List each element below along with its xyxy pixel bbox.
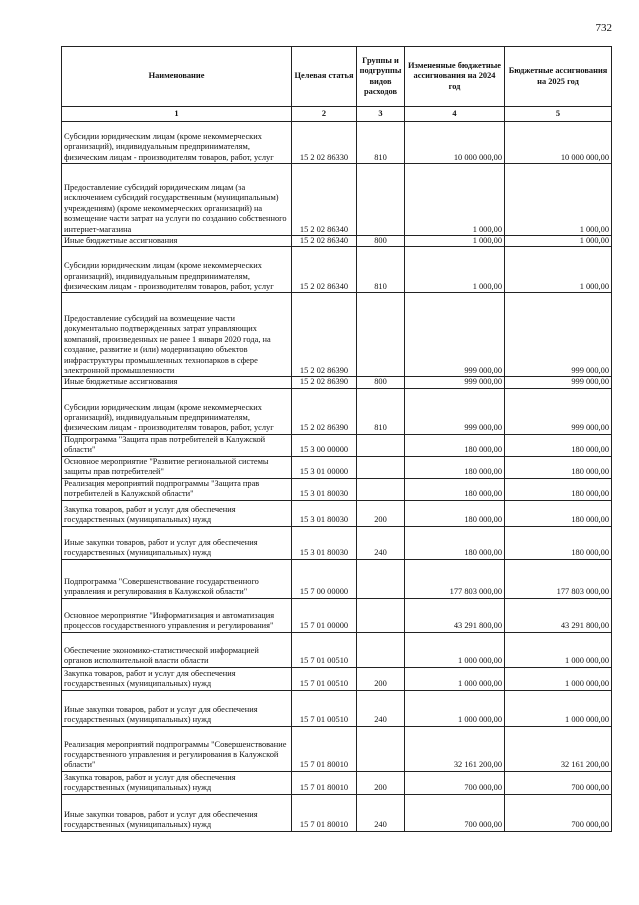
table-row <box>62 164 612 236</box>
page-number: 732 <box>595 22 612 34</box>
row-group <box>357 726 405 771</box>
row-name: Основное мероприятие "Информатизация и автоматизация процессов государственного управления и регулирования" <box>62 598 292 632</box>
row-amount-2024: 700 000,00 <box>405 771 505 794</box>
row-name: Субсидии юридическим лицам (кроме некоммерческих организаций), индивидуальным предпринимателям, физическим лицам - производителям товаров, работ, услуг <box>62 122 292 164</box>
row-amount-2024: 180 000,00 <box>405 456 505 478</box>
table-row <box>62 388 612 434</box>
col-number: 1 <box>62 107 292 122</box>
row-group: 810 <box>357 122 405 164</box>
row-name: Обеспечение экономико-статистической информацией органов исполнительной власти области <box>62 632 292 667</box>
row-amount-2024: 177 803 000,00 <box>405 559 505 598</box>
row-amount-2025: 700 000,00 <box>505 794 612 831</box>
row-amount-2024: 180 000,00 <box>405 478 505 500</box>
row-amount-2024: 180 000,00 <box>405 500 505 526</box>
row-group <box>357 598 405 632</box>
row-group: 240 <box>357 690 405 726</box>
table-row <box>62 794 612 831</box>
row-group <box>357 456 405 478</box>
row-amount-2025: 177 803 000,00 <box>505 559 612 598</box>
row-target-code: 15 7 00 00000 <box>292 559 357 598</box>
row-group: 240 <box>357 794 405 831</box>
row-name: Реализация мероприятий подпрограммы "Совершенствование государственного управления и регулирования в Калужской области" <box>62 726 292 771</box>
col-header-target: Целевая статья <box>292 47 357 107</box>
row-group: 810 <box>357 388 405 434</box>
table-row <box>62 632 612 667</box>
table-row <box>62 726 612 771</box>
row-group <box>357 164 405 236</box>
row-amount-2024: 999 000,00 <box>405 377 505 388</box>
row-group: 200 <box>357 500 405 526</box>
row-amount-2025: 10 000 000,00 <box>505 122 612 164</box>
table-row <box>62 122 612 164</box>
row-name: Закупка товаров, работ и услуг для обеспечения государственных (муниципальных) нужд <box>62 500 292 526</box>
row-name: Субсидии юридическим лицам (кроме некоммерческих организаций), индивидуальным предпринимателям, физическим лицам - производителям товаров, работ, услуг <box>62 388 292 434</box>
column-number-row <box>62 107 612 122</box>
row-amount-2025: 1 000 000,00 <box>505 690 612 726</box>
row-group <box>357 293 405 377</box>
row-group <box>357 559 405 598</box>
row-amount-2025: 180 000,00 <box>505 526 612 559</box>
row-amount-2024: 1 000 000,00 <box>405 667 505 690</box>
row-amount-2024: 1 000 000,00 <box>405 632 505 667</box>
row-amount-2025: 32 161 200,00 <box>505 726 612 771</box>
row-name: Реализация мероприятий подпрограммы "Защита прав потребителей в Калужской области" <box>62 478 292 500</box>
row-target-code: 15 7 01 00510 <box>292 632 357 667</box>
row-group: 800 <box>357 377 405 388</box>
col-number: 5 <box>505 107 612 122</box>
row-group: 200 <box>357 667 405 690</box>
table-row <box>62 434 612 456</box>
col-header-2024: Измененные бюджетные ассигнования на 2024 год <box>405 47 505 107</box>
row-name: Субсидии юридическим лицам (кроме некоммерческих организаций), индивидуальным предпринимателям, физическим лицам - производителям товаров, работ, услуг <box>62 247 292 293</box>
table-row <box>62 293 612 377</box>
row-amount-2025: 700 000,00 <box>505 771 612 794</box>
row-target-code: 15 7 01 80010 <box>292 771 357 794</box>
row-amount-2024: 999 000,00 <box>405 293 505 377</box>
table-row <box>62 526 612 559</box>
row-group: 200 <box>357 771 405 794</box>
row-amount-2025: 180 000,00 <box>505 434 612 456</box>
row-amount-2025: 43 291 800,00 <box>505 598 612 632</box>
row-target-code: 15 2 02 86340 <box>292 236 357 247</box>
budget-table <box>61 46 612 832</box>
row-amount-2025: 999 000,00 <box>505 377 612 388</box>
row-amount-2024: 1 000 000,00 <box>405 690 505 726</box>
row-target-code: 15 7 01 80010 <box>292 726 357 771</box>
table-row <box>62 559 612 598</box>
row-amount-2024: 1 000,00 <box>405 247 505 293</box>
row-amount-2025: 1 000,00 <box>505 247 612 293</box>
row-target-code: 15 3 01 80030 <box>292 500 357 526</box>
row-target-code: 15 2 02 86390 <box>292 388 357 434</box>
col-header-group: Группы и подгруппы видов расходов <box>357 47 405 107</box>
row-name: Иные закупки товаров, работ и услуг для обеспечения государственных (муниципальных) нужд <box>62 690 292 726</box>
row-target-code: 15 2 02 86330 <box>292 122 357 164</box>
row-target-code: 15 2 02 86390 <box>292 377 357 388</box>
table-row <box>62 690 612 726</box>
table-row <box>62 377 612 388</box>
row-amount-2025: 180 000,00 <box>505 500 612 526</box>
row-amount-2024: 180 000,00 <box>405 434 505 456</box>
row-amount-2024: 1 000,00 <box>405 236 505 247</box>
row-name: Предоставление субсидий на возмещение части документально подтвержденных затрат управляющих компаний, произведенных не ранее 1 января 2020 года, на создание, развитие и (или) модернизацию объектов инфраструктуры промышленных технопарков в сфере электронной промышленности <box>62 293 292 377</box>
col-number: 4 <box>405 107 505 122</box>
row-amount-2025: 999 000,00 <box>505 388 612 434</box>
row-amount-2025: 999 000,00 <box>505 293 612 377</box>
row-amount-2025: 1 000 000,00 <box>505 632 612 667</box>
row-target-code: 15 3 01 00000 <box>292 456 357 478</box>
row-amount-2025: 1 000,00 <box>505 236 612 247</box>
row-name: Иные бюджетные ассигнования <box>62 236 292 247</box>
row-amount-2025: 180 000,00 <box>505 478 612 500</box>
row-target-code: 15 7 01 80010 <box>292 794 357 831</box>
table-row <box>62 236 612 247</box>
table-row <box>62 598 612 632</box>
table-row <box>62 478 612 500</box>
row-target-code: 15 2 02 86340 <box>292 247 357 293</box>
row-amount-2024: 32 161 200,00 <box>405 726 505 771</box>
row-name: Подпрограмма "Совершенствование государственного управления и регулирования в Калужской области" <box>62 559 292 598</box>
row-amount-2024: 180 000,00 <box>405 526 505 559</box>
row-amount-2025: 180 000,00 <box>505 456 612 478</box>
col-header-name: Наименование <box>62 47 292 107</box>
row-amount-2025: 1 000,00 <box>505 164 612 236</box>
row-group <box>357 478 405 500</box>
row-amount-2025: 1 000 000,00 <box>505 667 612 690</box>
row-name: Закупка товаров, работ и услуг для обеспечения государственных (муниципальных) нужд <box>62 667 292 690</box>
table-row <box>62 247 612 293</box>
row-target-code: 15 2 02 86340 <box>292 164 357 236</box>
row-name: Иные бюджетные ассигнования <box>62 377 292 388</box>
row-amount-2024: 999 000,00 <box>405 388 505 434</box>
row-target-code: 15 3 01 80030 <box>292 478 357 500</box>
row-group: 240 <box>357 526 405 559</box>
row-target-code: 15 7 01 00510 <box>292 690 357 726</box>
row-target-code: 15 3 00 00000 <box>292 434 357 456</box>
table-row <box>62 667 612 690</box>
row-target-code: 15 3 01 80030 <box>292 526 357 559</box>
table-header-row <box>62 47 612 107</box>
table-row <box>62 456 612 478</box>
row-group <box>357 632 405 667</box>
row-name: Иные закупки товаров, работ и услуг для обеспечения государственных (муниципальных) нужд <box>62 526 292 559</box>
col-number: 3 <box>357 107 405 122</box>
col-header-2025: Бюджетные ассигнования на 2025 год <box>505 47 612 107</box>
row-target-code: 15 2 02 86390 <box>292 293 357 377</box>
col-number: 2 <box>292 107 357 122</box>
row-amount-2024: 700 000,00 <box>405 794 505 831</box>
row-amount-2024: 10 000 000,00 <box>405 122 505 164</box>
row-target-code: 15 7 01 00000 <box>292 598 357 632</box>
row-amount-2024: 43 291 800,00 <box>405 598 505 632</box>
row-name: Подпрограмма "Защита прав потребителей в Калужской области" <box>62 434 292 456</box>
table-row <box>62 500 612 526</box>
row-name: Предоставление субсидий юридическим лицам (за исключением субсидий государственным (муниципальным) учреждениям) (кроме некоммерческих организаций) на возмещение части затрат на услуги по созданию собственного интернет-магазина <box>62 164 292 236</box>
row-amount-2024: 1 000,00 <box>405 164 505 236</box>
row-group: 810 <box>357 247 405 293</box>
row-name: Закупка товаров, работ и услуг для обеспечения государственных (муниципальных) нужд <box>62 771 292 794</box>
row-group <box>357 434 405 456</box>
row-target-code: 15 7 01 00510 <box>292 667 357 690</box>
table-row <box>62 771 612 794</box>
row-name: Иные закупки товаров, работ и услуг для обеспечения государственных (муниципальных) нужд <box>62 794 292 831</box>
row-group: 800 <box>357 236 405 247</box>
row-name: Основное мероприятие "Развитие региональной системы защиты прав потребителей" <box>62 456 292 478</box>
